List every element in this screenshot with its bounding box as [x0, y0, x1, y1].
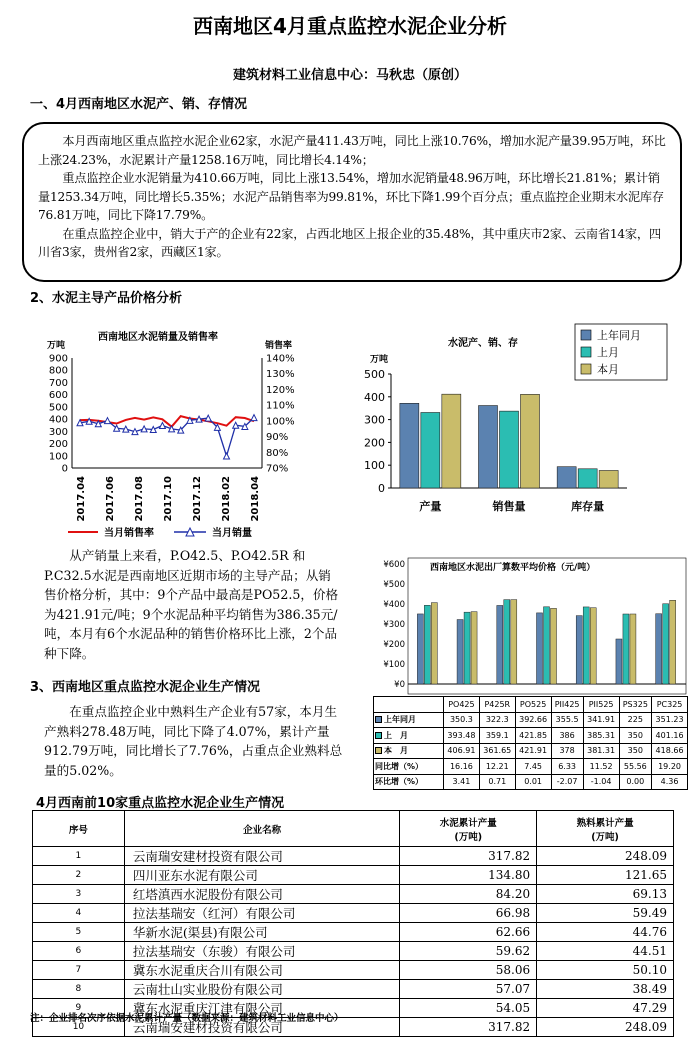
section1-heading: 一、4月西南地区水泥产、销、存情况 [30, 97, 248, 112]
summary-paragraph-2: 重点监控企业水泥销量为410.66万吨，同比上涨13.54%，增加水泥销量48.96万吨，环比增长21.81%；累计销量1253.34万吨，同比增长5.35%；水泥产品销售率为99.81%，环比下降1.99个百分点；重点监控企业期末水泥库存76.81万吨，同比下降17.79%。 [38, 171, 664, 222]
price-table-cell: 350 [619, 743, 652, 759]
chart2-bar [400, 403, 419, 488]
chart2-bar [479, 406, 498, 488]
chart3-bar [471, 612, 477, 684]
chart3-y-tick: ¥300 [383, 620, 405, 630]
chart3-bar [656, 614, 662, 684]
row-index: 6 [33, 942, 125, 961]
chart2-bar [421, 412, 440, 488]
price-table-cell: 0.00 [619, 774, 652, 790]
top10-table [32, 810, 674, 1037]
section2-heading: 2、水泥主导产品价格分析 [30, 291, 183, 306]
company-name: 云南瑞安建材投资有限公司 [124, 847, 400, 866]
chart2-bar [599, 470, 618, 488]
company-name: 华新水泥(渠县)有限公司 [124, 923, 400, 942]
cement-output: 62.66 [400, 923, 537, 942]
chart3-bar [616, 639, 622, 684]
clinker-output: 38.49 [537, 980, 674, 999]
price-table-corner [374, 697, 444, 713]
price-table-row [374, 728, 688, 744]
price-table-cell: 55.56 [619, 759, 652, 775]
chart3-bar [464, 612, 470, 684]
price-table-row [374, 759, 688, 775]
price-table-row-label: 上年同月 [374, 712, 444, 728]
price-table-cell: 421.91 [515, 743, 551, 759]
price-table-category: PC325 [652, 697, 688, 713]
price-table-cell: 322.3 [479, 712, 515, 728]
company-name: 云南瑞安建材投资有限公司 [124, 1018, 400, 1037]
price-table-cell: 401.16 [652, 728, 688, 744]
table-row [33, 942, 674, 961]
header-clinker [537, 811, 674, 847]
price-table-row [374, 743, 688, 759]
price-table-cell: 386 [551, 728, 583, 744]
chart1-title: 西南地区水泥销量及销售率 [98, 332, 218, 343]
chart1-left-tick: 800 [48, 365, 68, 377]
price-table-category: PO525 [515, 697, 551, 713]
chart2-bar [557, 467, 576, 488]
row-index: 9 [33, 999, 125, 1018]
table-row [33, 980, 674, 999]
price-table-cell: 421.85 [515, 728, 551, 744]
sales-rate-chart [28, 320, 333, 545]
chart1-left-tick: 700 [48, 377, 68, 389]
chart2-legend-label: 上年同月 [597, 329, 641, 342]
company-name: 冀东水泥重庆合川有限公司 [124, 961, 400, 980]
chart1-right-tick: 110% [266, 400, 295, 412]
price-table-category: PS325 [619, 697, 652, 713]
row-index: 5 [33, 923, 125, 942]
header-cement [400, 811, 537, 847]
table-row [33, 961, 674, 980]
footnote: 注：企业排名次序依据水泥累计产量（数据来源：建筑材料工业信息中心） [30, 1013, 344, 1024]
cement-output: 59.62 [400, 942, 537, 961]
price-table-row-label: 本 月 [374, 743, 444, 759]
section3-heading: 3、西南地区重点监控水泥企业生产情况 [30, 680, 261, 695]
price-table-cell: 19.20 [652, 759, 688, 775]
header-company: 企业名称 [124, 811, 400, 847]
price-table-cell: -1.04 [583, 774, 619, 790]
chart1-right-tick: 80% [266, 447, 289, 459]
price-table-category: PII425 [551, 697, 583, 713]
chart1-right-unit: 销售率 [265, 341, 293, 351]
chart1-x-label: 2017.04 [76, 476, 87, 522]
author-line: 建筑材料工业信息中心：马秋忠（原创） [232, 68, 467, 83]
row-index: 2 [33, 866, 125, 885]
price-table-cell: 4.36 [652, 774, 688, 790]
table-row [33, 847, 674, 866]
company-name: 四川亚东水泥有限公司 [124, 866, 400, 885]
price-table-row [374, 712, 688, 728]
chart1-right-tick: 140% [266, 353, 295, 365]
company-name: 云南壮山实业股份有限公司 [124, 980, 400, 999]
company-name: 冀东水泥重庆江津有限公司 [124, 999, 400, 1018]
header-clinker-label: 熟料累计产量 [576, 817, 634, 829]
clinker-output: 50.10 [537, 961, 674, 980]
chart3-y-tick: ¥100 [383, 660, 405, 670]
chart2-legend-label: 本月 [597, 363, 619, 376]
chart1-x-label: 2017.10 [163, 476, 174, 522]
price-table-cell: 381.31 [583, 743, 619, 759]
chart2-bar [521, 394, 540, 488]
chart3-y-tick: ¥400 [383, 600, 405, 610]
price-table-cell: 359.1 [479, 728, 515, 744]
cement-output: 54.05 [400, 999, 537, 1018]
chart1-x-label: 2017.08 [134, 476, 145, 522]
chart1-x-label: 2017.06 [105, 476, 116, 522]
price-table-cell: 350 [619, 728, 652, 744]
sales-volume-point [104, 418, 110, 424]
row-index: 10 [33, 1018, 125, 1037]
clinker-output: 248.09 [537, 1018, 674, 1037]
price-table-cell: 225 [619, 712, 652, 728]
chart1-left-tick: 0 [61, 463, 68, 475]
summary-box [22, 122, 682, 282]
header-clinker-unit: (万吨) [591, 831, 619, 843]
chart3-bar [537, 613, 543, 684]
price-table-cell: 418.66 [652, 743, 688, 759]
price-chart [370, 556, 688, 696]
clinker-output: 44.51 [537, 942, 674, 961]
section2-paragraph: 从产销量上来看，P.O42.5、P.O42.5R 和P.C32.5水泥是西南地区近期市场的主导产品；从销售价格分析，其中：9个产品中最高是PO52.5，价格为421.91元/吨；9个水泥品种平均销售为386.35元/吨，本月有6个水泥品种的销售价格环比上涨，2个品种下降。 [44, 548, 339, 661]
summary-paragraph-1: 本月西南地区重点监控水泥企业62家，水泥产量411.43万吨，同比上涨10.76%，增加水泥产量39.95万吨，环比上涨24.23%，水泥累计产量1258.16万吨，同比增长4.14%； [38, 134, 666, 167]
top10-header-row [33, 811, 674, 847]
price-table-cell: 406.91 [444, 743, 480, 759]
price-table-cell: 378 [551, 743, 583, 759]
chart2-y-tick: 400 [364, 390, 385, 404]
header-index: 序号 [33, 811, 125, 847]
sales-volume-point [251, 415, 257, 421]
cement-output: 66.98 [400, 904, 537, 923]
price-table-cell: -2.07 [551, 774, 583, 790]
price-table-cell: 355.5 [551, 712, 583, 728]
chart1-right-tick: 130% [266, 369, 295, 381]
row-index: 1 [33, 847, 125, 866]
chart1-right-tick: 70% [266, 463, 289, 475]
chart3-y-tick: ¥0 [394, 680, 405, 690]
price-table-cell: 12.21 [479, 759, 515, 775]
clinker-output: 248.09 [537, 847, 674, 866]
row-index: 4 [33, 904, 125, 923]
price-table-cell: 392.66 [515, 712, 551, 728]
chart3-bar [590, 608, 596, 684]
chart3-bar [551, 608, 557, 684]
legend-swatch [375, 747, 382, 754]
price-table-row-label: 同比增（%） [374, 759, 444, 775]
chart1-left-tick: 200 [48, 439, 68, 451]
price-table-cell: 0.01 [515, 774, 551, 790]
chart2-unit: 万吨 [369, 355, 389, 365]
price-table-header-row [374, 697, 688, 713]
sales-volume-point [224, 453, 230, 459]
production-sales-stock-chart [355, 318, 675, 528]
chart3-bar [576, 616, 582, 684]
clinker-output: 44.76 [537, 923, 674, 942]
cement-output: 317.82 [400, 1018, 537, 1037]
price-table-cell: 16.16 [444, 759, 480, 775]
chart2-y-tick: 200 [364, 436, 385, 450]
table-row [33, 904, 674, 923]
price-table-cell: 0.71 [479, 774, 515, 790]
chart3-y-tick: ¥600 [383, 560, 405, 570]
chart2-bar [500, 411, 519, 488]
chart2-category-label: 销售量 [492, 500, 526, 513]
price-table-cell: 361.65 [479, 743, 515, 759]
chart2-y-tick: 500 [364, 368, 385, 381]
chart2-bar [578, 469, 597, 488]
chart2-legend-swatch [581, 347, 591, 357]
row-index: 3 [33, 885, 125, 904]
chart3-bar [511, 600, 517, 684]
chart3-bar [424, 605, 430, 684]
chart2-y-tick: 300 [364, 413, 385, 427]
price-table-row-label: 上 月 [374, 728, 444, 744]
price-table-cell: 351.23 [652, 712, 688, 728]
legend-swatch [375, 732, 382, 739]
chart1-left-tick: 900 [48, 353, 68, 365]
legend-swatch [375, 716, 382, 723]
top10-heading: 4月西南前10家重点监控水泥企业生产情况 [36, 796, 285, 811]
cement-output: 134.80 [400, 866, 537, 885]
sales-volume-point [159, 422, 165, 428]
chart2-bar [442, 394, 461, 488]
chart1-left-tick: 400 [48, 414, 68, 426]
company-name: 拉法基瑞安（红河）有限公司 [124, 904, 400, 923]
clinker-output: 59.49 [537, 904, 674, 923]
price-table-row-label: 环比增（%） [374, 774, 444, 790]
section3-paragraph: 在重点监控企业中熟料生产企业有57家，本月生产熟料278.48万吨，同比下降了4.07%，累计产量912.79万吨，同比增长了7.76%，占重点企业熟料总量的5.02%。 [44, 704, 343, 778]
chart3-bar [417, 614, 423, 684]
chart3-bar [544, 607, 550, 684]
chart2-legend-swatch [581, 330, 591, 340]
header-cement-unit: (万吨) [454, 831, 483, 843]
row-index: 7 [33, 961, 125, 980]
chart3-y-tick: ¥200 [383, 640, 405, 650]
legend-sales-rate-label: 当月销售率 [104, 528, 154, 539]
chart2-legend-label: 上月 [597, 346, 619, 359]
chart2-legend-swatch [581, 364, 591, 374]
chart3-title: 西南地区水泥出厂算数平均价格（元/吨） [430, 563, 596, 573]
chart1-x-label: 2018.04 [250, 476, 261, 522]
company-name: 红塔滇西水泥股份有限公司 [124, 885, 400, 904]
chart3-y-tick: ¥500 [383, 580, 405, 590]
price-table-cell: 6.33 [551, 759, 583, 775]
price-table-cell: 7.45 [515, 759, 551, 775]
price-table-cell: 11.52 [583, 759, 619, 775]
chart2-title: 水泥产、销、存 [448, 338, 518, 349]
chart1-x-label: 2018.02 [221, 476, 232, 522]
table-row [33, 885, 674, 904]
row-index: 8 [33, 980, 125, 999]
clinker-output: 47.29 [537, 999, 674, 1018]
chart3-bar [663, 604, 669, 684]
cement-output: 317.82 [400, 847, 537, 866]
price-table-cell: 3.41 [444, 774, 480, 790]
chart3-bar [431, 603, 437, 684]
chart3-bar [670, 600, 676, 684]
price-table-category: PII525 [583, 697, 619, 713]
legend-sales-volume-label: 当月销量 [212, 528, 252, 539]
price-table-row [374, 774, 688, 790]
cement-output: 84.20 [400, 885, 537, 904]
price-table-cell: 341.91 [583, 712, 619, 728]
chart2-category-label: 产量 [419, 500, 442, 513]
chart2-y-tick: 100 [364, 459, 385, 473]
chart1-left-tick: 300 [48, 426, 68, 438]
price-table-cell: 385.31 [583, 728, 619, 744]
chart3-bar [623, 614, 629, 684]
chart3-bar [504, 600, 510, 684]
chart3-bar [583, 607, 589, 684]
price-data-table [373, 696, 688, 790]
price-table-cell: 393.48 [444, 728, 480, 744]
chart1-left-tick: 500 [48, 402, 68, 414]
header-cement-label: 水泥累计产量 [439, 817, 497, 829]
table-row [33, 866, 674, 885]
chart1-left-tick: 600 [48, 390, 68, 402]
chart1-x-label: 2017.12 [192, 476, 203, 522]
cement-output: 58.06 [400, 961, 537, 980]
chart3-bar [497, 605, 503, 684]
price-table-category: PO425 [444, 697, 480, 713]
chart2-category-label: 库存量 [571, 500, 605, 513]
chart1-right-tick: 90% [266, 432, 289, 444]
page-title: 西南地区4月重点监控水泥企业分析 [193, 14, 507, 38]
clinker-output: 69.13 [537, 885, 674, 904]
chart1-right-tick: 100% [266, 416, 295, 428]
summary-paragraph-3: 在重点监控企业中，销大于产的企业有22家，占西北地区上报企业的35.48%，其中重庆市2家、云南省14家，四川省3家，贵州省2家，西藏区1家。 [38, 226, 661, 259]
cement-output: 57.07 [400, 980, 537, 999]
chart3-bar [630, 614, 636, 684]
clinker-output: 121.65 [537, 866, 674, 885]
price-table-category: P425R [479, 697, 515, 713]
chart2-y-tick: 0 [378, 482, 385, 495]
company-name: 拉法基瑞安（东骏）有限公司 [124, 942, 400, 961]
table-row [33, 923, 674, 942]
chart3-bar [457, 620, 463, 684]
chart1-right-tick: 120% [266, 384, 295, 396]
chart1-left-unit: 万吨 [46, 341, 66, 351]
price-table-cell: 350.3 [444, 712, 480, 728]
chart1-left-tick: 100 [48, 451, 68, 463]
